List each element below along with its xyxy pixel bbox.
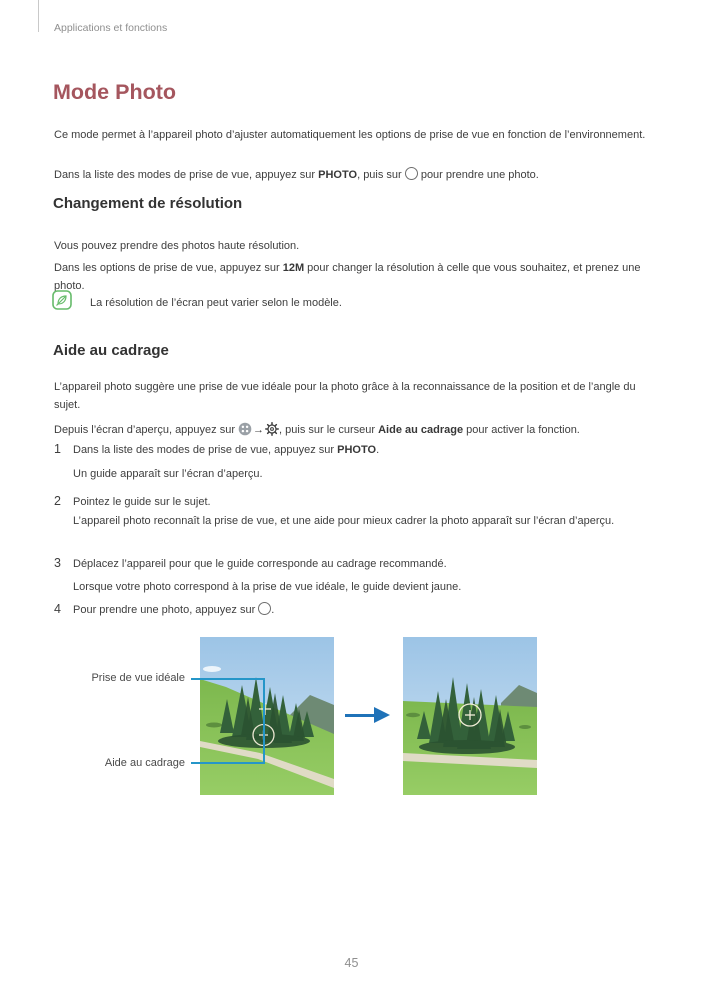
- step-1: [54, 442, 656, 459]
- text-run: Dans les options de prise de vue, appuyez sur: [54, 262, 283, 274]
- text-run: Pointez le guide sur le sujet.: [73, 496, 211, 508]
- step-3: [54, 556, 656, 573]
- section-heading-framing: Aide au cadrage: [53, 342, 169, 359]
- section-heading-resolution: Changement de résolution: [53, 195, 243, 212]
- photo-mode-label: PHOTO: [318, 169, 358, 181]
- header-divider: [38, 0, 39, 32]
- callout-label-framing: Aide au cadrage: [104, 757, 185, 769]
- step-3-detail: Lorsque votre photo correspond à la prise de vue idéale, le guide devient jaune.: [73, 581, 462, 593]
- callout-line: [263, 678, 265, 764]
- camera-more-icon: [238, 422, 252, 436]
- callout-label-ideal: Prise de vue idéale: [91, 672, 185, 684]
- step-1-detail: Un guide apparaît sur l’écran d’aperçu.: [73, 468, 263, 480]
- sequence-arrow: →: [253, 424, 265, 436]
- step-number: 2: [54, 494, 61, 508]
- text-run: .: [271, 604, 275, 616]
- text-run: Pour prendre une photo, appuyez sur: [73, 604, 259, 616]
- leaf-note-icon: [52, 290, 72, 310]
- text-run: pour prendre une photo.: [417, 169, 539, 181]
- photo-after: [403, 637, 537, 795]
- resolution-instruction: [54, 259, 656, 295]
- right-arrow-icon: [345, 714, 375, 717]
- text-run: , puis sur le curseur: [279, 424, 379, 436]
- note-text: La résolution de l’écran peut varier selon le modèle.: [90, 297, 342, 309]
- resolution-paragraph: Vous pouvez prendre des photos haute résolution.: [54, 240, 300, 252]
- text-run: Déplacez l’appareil pour que le guide corresponde au cadrage recommandé.: [73, 558, 447, 570]
- step-4: [54, 602, 656, 619]
- photo-before: [200, 637, 334, 795]
- shoot-instruction: [54, 166, 656, 184]
- step-2: [54, 494, 656, 511]
- step-number: 4: [54, 602, 61, 616]
- text-run: Depuis l’écran d’aperçu, appuyez sur: [54, 424, 239, 436]
- shutter-circle-icon: [258, 602, 271, 615]
- text-run: pour activer la fonction.: [463, 424, 580, 436]
- framing-toggle-label: Aide au cadrage: [378, 424, 464, 436]
- shutter-circle-icon: [405, 167, 418, 180]
- photo-mode-label: PHOTO: [337, 444, 377, 456]
- text-run: pour changer la résolution à celle que vous souhaitez, et prenez une photo.: [54, 262, 641, 292]
- right-arrow-icon: [374, 707, 390, 723]
- running-header: Applications et fonctions: [54, 22, 168, 34]
- gear-icon: [265, 422, 279, 436]
- text-run: .: [376, 444, 380, 456]
- step-number: 3: [54, 556, 61, 570]
- resolution-value-label: 12M: [282, 262, 305, 274]
- callout-line: [191, 762, 265, 764]
- callout-line: [191, 678, 265, 680]
- step-2-detail: L’appareil photo reconnaît la prise de vue, et une aide pour mieux cadrer la photo apparaît sur l’écran d’aperçu.: [73, 515, 615, 527]
- page-number: 45: [344, 956, 359, 970]
- text-run: Dans la liste des modes de prise de vue, appuyez sur: [54, 169, 319, 181]
- page-title: Mode Photo: [53, 80, 177, 104]
- text-run: , puis sur: [357, 169, 405, 181]
- framing-paragraph: L’appareil photo suggère une prise de vue idéale pour la photo grâce à la reconnaissance de la position et de l’angle du sujet.: [54, 381, 636, 411]
- step-number: 1: [54, 442, 61, 456]
- text-run: Dans la liste des modes de prise de vue, appuyez sur: [73, 444, 338, 456]
- framing-instruction: [54, 421, 656, 439]
- intro-paragraph: Ce mode permet à l’appareil photo d’ajuster automatiquement les options de prise de vue en fonction de l’environnement.: [54, 129, 646, 141]
